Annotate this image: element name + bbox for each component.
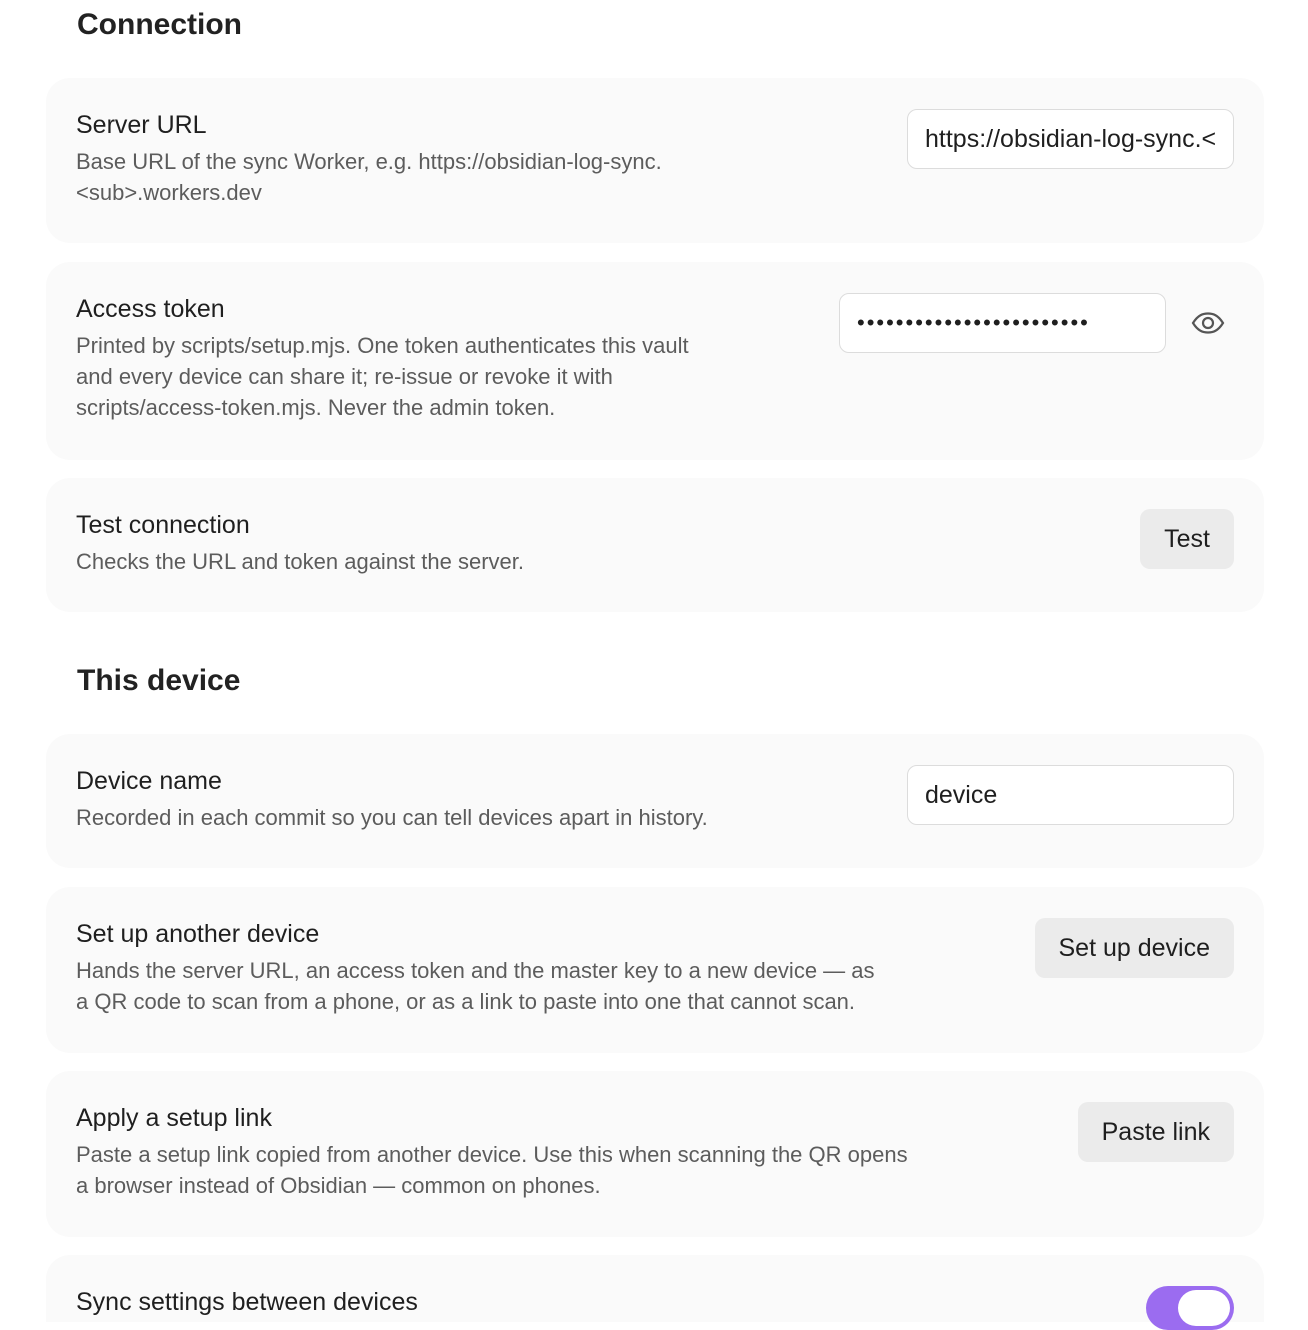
setting-name: Access token: [76, 295, 225, 323]
setting-name: Set up another device: [76, 920, 320, 948]
section-title-connection: Connection: [77, 8, 242, 41]
access-token-input[interactable]: [839, 293, 1166, 353]
setting-device-name: [46, 734, 1264, 868]
setting-description: Recorded in each commit so you can tell devices apart in history.: [76, 805, 708, 830]
reveal-token-button[interactable]: [1183, 298, 1233, 348]
setting-info: [76, 1101, 908, 1201]
setting-description-line: Printed by scripts/setup.mjs. One token authenticates this vault: [76, 333, 689, 358]
setting-test-connection: [46, 478, 1264, 612]
setting-description: [76, 955, 875, 1017]
setting-name: Apply a setup link: [76, 1104, 272, 1132]
setting-info: [76, 108, 662, 208]
setting-description-line: a browser instead of Obsidian — common on phones.: [76, 1173, 601, 1198]
setting-description-line: Paste a setup link copied from another device. Use this when scanning the QR opens: [76, 1142, 908, 1167]
setting-name: Device name: [76, 767, 222, 795]
setting-description-line: Hands the server URL, an access token and the master key to a new device — as: [76, 958, 875, 983]
setting-description: [76, 1139, 908, 1201]
setting-access-token: [46, 262, 1264, 460]
setting-description-line: and every device can share it; re-issue or revoke it with: [76, 364, 613, 389]
setting-name: Server URL: [76, 111, 207, 139]
toggle-knob: [1178, 1290, 1230, 1326]
setting-description: Checks the URL and token against the server.: [76, 549, 524, 574]
section-title-this-device: This device: [77, 664, 241, 697]
setting-info: [76, 292, 689, 423]
setting-name: Test connection: [76, 511, 250, 539]
device-name-input[interactable]: [907, 765, 1234, 825]
setting-info: [76, 917, 875, 1017]
setting-description: [76, 146, 662, 208]
sync-settings-toggle[interactable]: [1146, 1286, 1234, 1330]
eye-icon: [1191, 312, 1225, 334]
setting-description: [76, 330, 689, 423]
server-url-input[interactable]: [907, 109, 1234, 169]
setting-description-line: scripts/access-token.mjs. Never the admin token.: [76, 395, 556, 420]
setting-setup-another-device: [46, 887, 1264, 1053]
setting-info: [76, 1285, 418, 1319]
setting-info: [76, 764, 708, 833]
setting-apply-setup-link: [46, 1071, 1264, 1237]
setting-info: [76, 508, 524, 577]
test-button[interactable]: Test: [1140, 509, 1234, 569]
set-up-device-button[interactable]: Set up device: [1035, 918, 1235, 978]
setting-server-url: [46, 78, 1264, 243]
setting-description-line: Base URL of the sync Worker, e.g. https://obsidian-log-sync.: [76, 149, 662, 174]
setting-name: Sync settings between devices: [76, 1288, 418, 1316]
setting-description-line: <sub>.workers.dev: [76, 180, 262, 205]
paste-link-button[interactable]: Paste link: [1078, 1102, 1234, 1162]
setting-sync-settings: [46, 1255, 1264, 1322]
setting-description-line: a QR code to scan from a phone, or as a link to paste into one that cannot scan.: [76, 989, 856, 1014]
